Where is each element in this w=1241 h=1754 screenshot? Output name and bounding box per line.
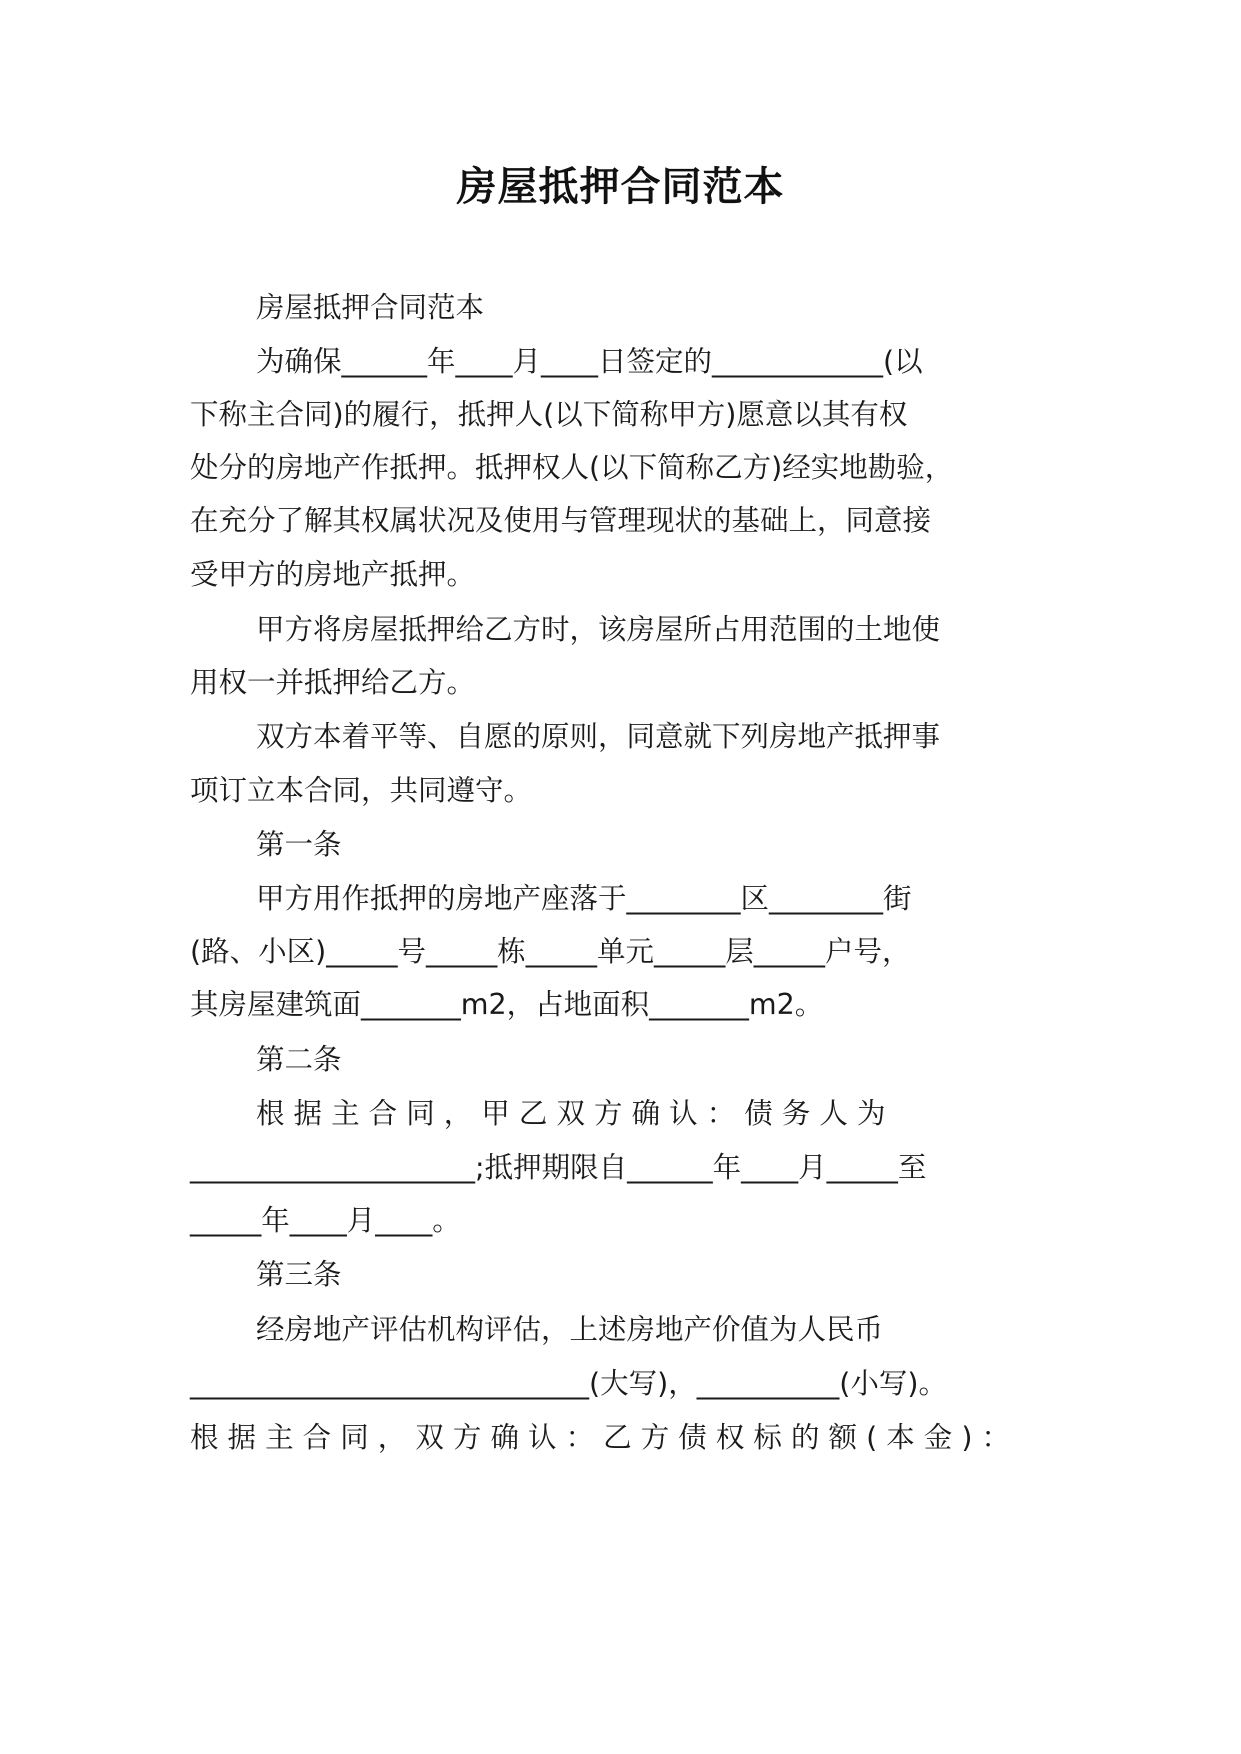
paragraph-line: (路、小区)_____号_____栋_____单元_____层_____户号， [190,935,911,968]
paragraph-line: 甲方将房屋抵押给乙方时，该房屋所占用范围的土地使 [256,613,941,646]
paragraph-line: 其房屋建筑面_______m2，占地面积_______m2。 [190,988,824,1021]
article-heading: 第三条 [256,1258,342,1291]
paragraph-line: 根 据 主 合 同 ， 甲 乙 双 方 确 认 ： 债 务 人 为 [256,1097,886,1130]
paragraph-line: 处分的房地产作抵押。抵押权人(以下简称乙方)经实地勘验， [190,451,954,484]
paragraph-line: 用权一并抵押给乙方。 [190,666,476,699]
paragraph-line: 在充分了解其权属状况及使用与管理现状的基础上，同意接 [190,504,932,537]
article-heading: 第一条 [256,828,342,861]
paragraph-line: 下称主合同)的履行，抵押人(以下简称甲方)愿意以其有权 [190,398,908,431]
paragraph-line: 根 据 主 合 同 ， 双 方 确 认 ： 乙 方 债 权 标 的 额 ( 本 金 ) ： [190,1421,1011,1454]
subtitle-line: 房屋抵押合同范本 [256,291,485,324]
paragraph-line: 双方本着平等、自愿的原则，同意就下列房地产抵押事 [256,720,941,753]
paragraph-line: ____________________;抵押期限自______年____月_____至 [190,1151,927,1184]
paragraph-line: 受甲方的房地产抵押。 [190,558,476,591]
paragraph-line: ____________________________(大写)，__________(小写)。 [190,1367,947,1400]
paragraph-line: 为确保______年____月____日签定的____________(以 [256,345,923,378]
paragraph-line: _____年____月____。 [190,1204,461,1237]
document-title: 房屋抵押合同范本 [456,163,785,210]
article-heading: 第二条 [256,1043,342,1076]
paragraph-line: 项订立本合同，共同遵守。 [190,774,533,807]
paragraph-line: 经房地产评估机构评估，上述房地产价值为人民币 [256,1313,884,1346]
paragraph-line: 甲方用作抵押的房地产座落于________区________街 [256,882,912,915]
